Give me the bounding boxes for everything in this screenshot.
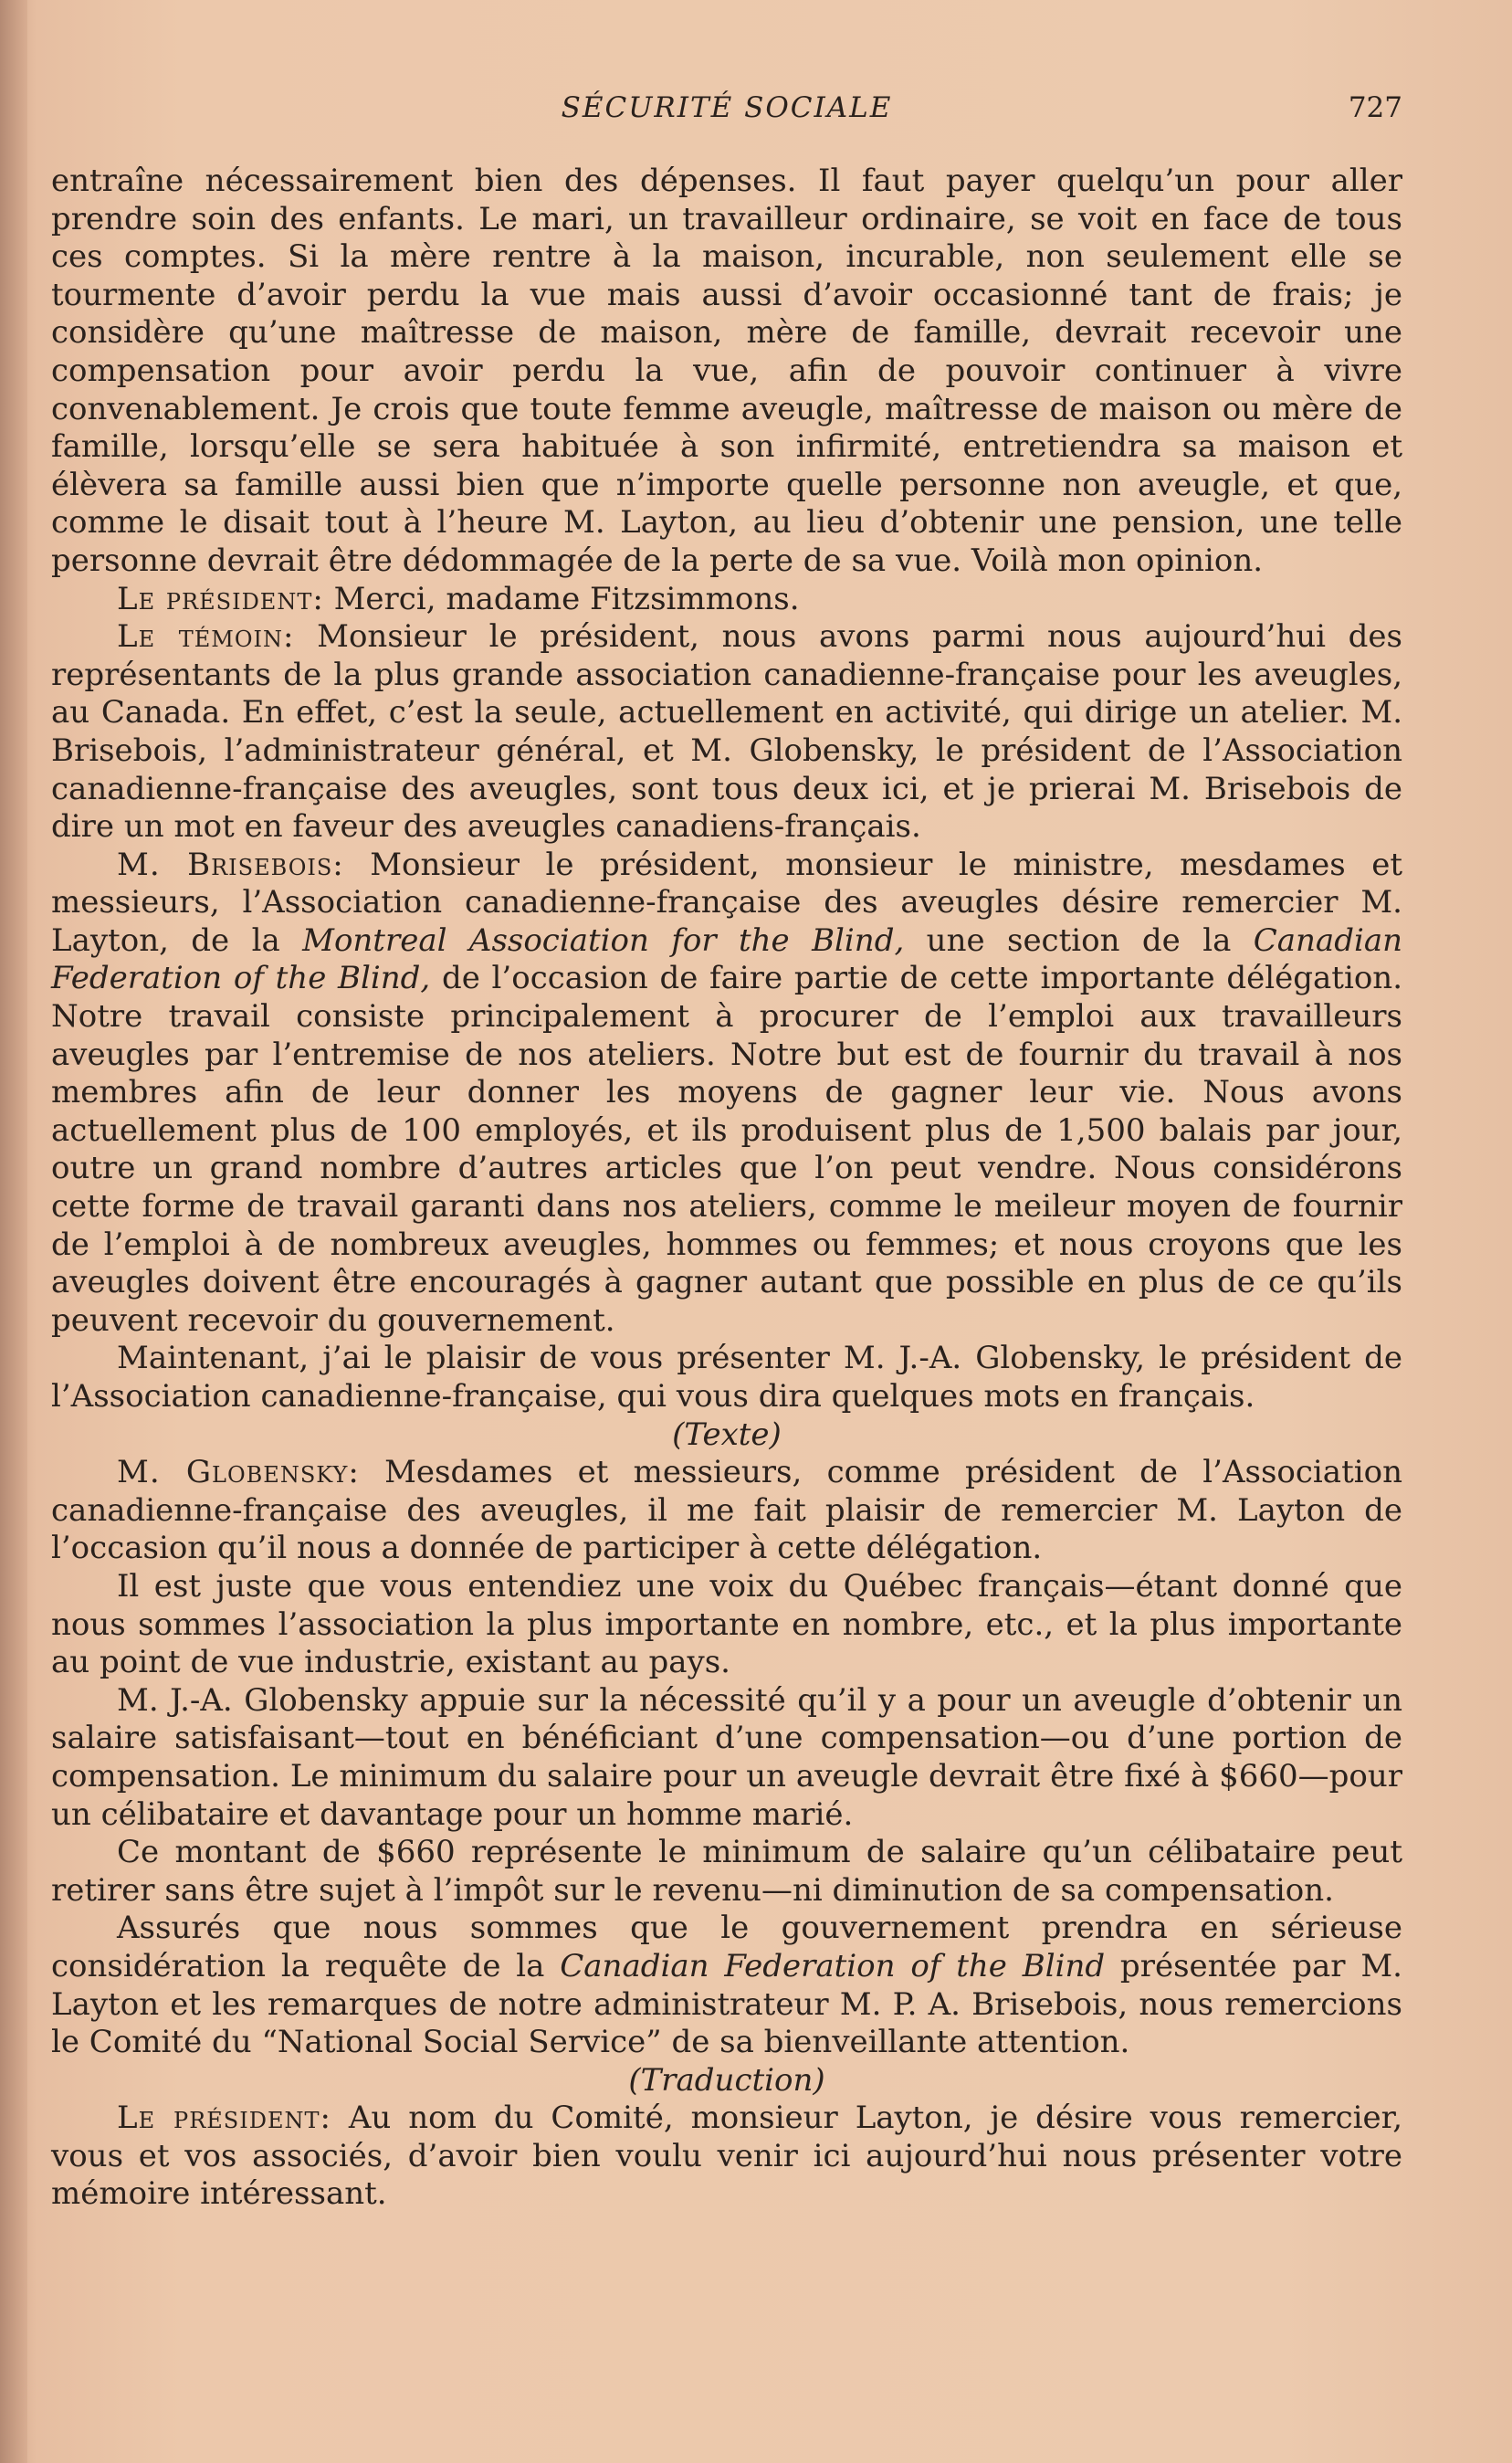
page-header xyxy=(51,91,1402,137)
speech-text: présentée par M. Layton et les remarques de notre administrateur M. P. A. Brisebois, nous remercions le Comité du “National Social Service” de sa bienveillante attention. xyxy=(51,1947,1402,2061)
paragraph: entraîne nécessairement bien des dépenses. Il faut payer quelqu’un pour aller prendre soin des enfants. Le mari, un travailleur ordinaire, se voit en face de tous ces comptes. Si la mère rentre à la maison, incurable, non seulement elle se tourmente d’avoir perdu la vue mais aussi d’avoir occasionné tant de frais; je considère qu’une maîtresse de maison, mère de famille, devrait recevoir une compensation pour avoir perdu la vue, afin de pouvoir continuer à vivre convenablement. Je crois que toute femme aveugle, maîtresse de maison ou mère de famille, lorsqu’elle se sera habituée à son infirmité, entretiendra sa maison et élèvera sa famille aussi bien que n’importe quelle personne non aveugle, et que, comme le disait tout à l’heure M. Layton, au lieu d’obtenir une pension, une telle personne devrait être dédommagée de la perte de sa vue. Voilà mon opinion. xyxy=(51,163,1402,579)
organization-name: Canadian Federation of the Blind, xyxy=(51,921,1402,997)
speaker-label: Le président: xyxy=(117,2100,331,2137)
paragraph xyxy=(51,1454,1402,1568)
speaker-label: M. Brisebois: xyxy=(117,846,344,883)
organization-name: Canadian Federation of the Blind xyxy=(560,1947,1106,1984)
paragraph xyxy=(51,2100,1402,2214)
speech-text: Au nom du Comité, monsieur Layton, je désire vous remercier, vous et vos associés, d’avoir bien voulu venir ici aujourd’hui nous présenter votre mémoire intéressant. xyxy=(51,2100,1403,2213)
paragraph: Il est juste que vous entendiez une voix du Québec français—étant donné que nous sommes l’association la plus importante en nombre, etc., et la plus importante au point de vue industrie, existant au pays. xyxy=(51,1567,1402,1681)
section-heading: (Traduction) xyxy=(628,2061,825,2099)
speech-text: une section de la xyxy=(904,921,1254,959)
speech-text: Merci, madame Fitzsimmons. xyxy=(323,580,800,617)
page-gutter xyxy=(0,0,27,2463)
speech-text: Mesdames et messieurs, comme président de l’Association canadienne-française des aveugles, il me fait plaisir de remercier M. Layton de l’occasion qu’il nous a donnée de participer à cette délégation. xyxy=(51,1454,1402,1567)
speech-text: Monsieur le président, nous avons parmi nous aujourd’hui des représentants de la plus grande association canadienne-française pour les aveugles, au Canada. En effet, c’est la seule, actuellement en activité, qui dirige un atelier. M. Brisebois, l’administrateur général, et M. Globensky, le président de l’Association canadienne-française des aveugles, sont tous deux ici, et je prierai M. Brisebois de dire un mot en faveur des aveugles canadiens-français. xyxy=(51,618,1402,846)
speech-text: Monsieur le président, monsieur le ministre, mesdames et messieurs, l’Association canadienne-française des aveugles désire remercier M. Layton, de la xyxy=(51,846,1402,959)
paragraph xyxy=(51,581,1402,619)
speaker-label: Le témoin: xyxy=(117,618,295,656)
section-heading: (Texte) xyxy=(672,1416,782,1453)
speaker-label: M. Globensky: xyxy=(117,1454,360,1491)
body-text xyxy=(51,163,1402,2214)
page-number: 727 xyxy=(1348,91,1402,124)
running-title: SÉCURITÉ SOCIALE xyxy=(561,91,893,124)
paragraph: M. J.-A. Globensky appuie sur la nécessité qu’il y a pour un aveugle d’obtenir un salaire satisfaisant—tout en bénéficiant d’une compensation—ou d’une portion de compensation. Le minimum du salaire pour un aveugle devrait être fixé à $660—pour un célibataire et davantage pour un homme marié. xyxy=(51,1681,1402,1833)
speech-text: de l’occasion de faire partie de cette importante délégation. Notre travail consiste principalement à procurer de l’emploi aux travailleurs aveugles par l’entremise de nos ateliers. Notre but est de fournir du travail à nos membres afin de leur donner les moyens de gagner leur vie. Nous avons actuellement plus de 100 employés, et ils produisent plus de 1,500 balais par jour, outre un grand nombre d’autres articles que l’on peut vendre. Nous considérons cette forme de travail garanti dans nos ateliers, comme le meileur moyen de fournir de l’emploi à de nombreux aveugles, hommes ou femmes; et nous croyons que les aveugles doivent être encouragés à gagner autant que possible en plus de ce qu’ils peuvent recevoir du gouvernement. xyxy=(51,960,1403,1339)
organization-name: Montreal Association for the Blind, xyxy=(302,921,905,959)
paragraph: Ce montant de $660 représente le minimum de salaire qu’un célibataire peut retirer sans être sujet à l’impôt sur le revenu—ni diminution de sa compensation. xyxy=(51,1834,1402,1909)
speaker-label: Le président: xyxy=(117,580,324,617)
paragraph xyxy=(51,618,1402,847)
paragraph xyxy=(51,1910,1402,2061)
paragraph: Maintenant, j’ai le plaisir de vous présenter M. J.-A. Globensky, le président de l’Association canadienne-française, qui vous dira quelques mots en français. xyxy=(51,1340,1402,1415)
speech-text: Assurés que nous sommes que le gouvernement prendra en sérieuse considération la requête de la xyxy=(51,1910,1402,1984)
paragraph xyxy=(51,847,1402,1341)
